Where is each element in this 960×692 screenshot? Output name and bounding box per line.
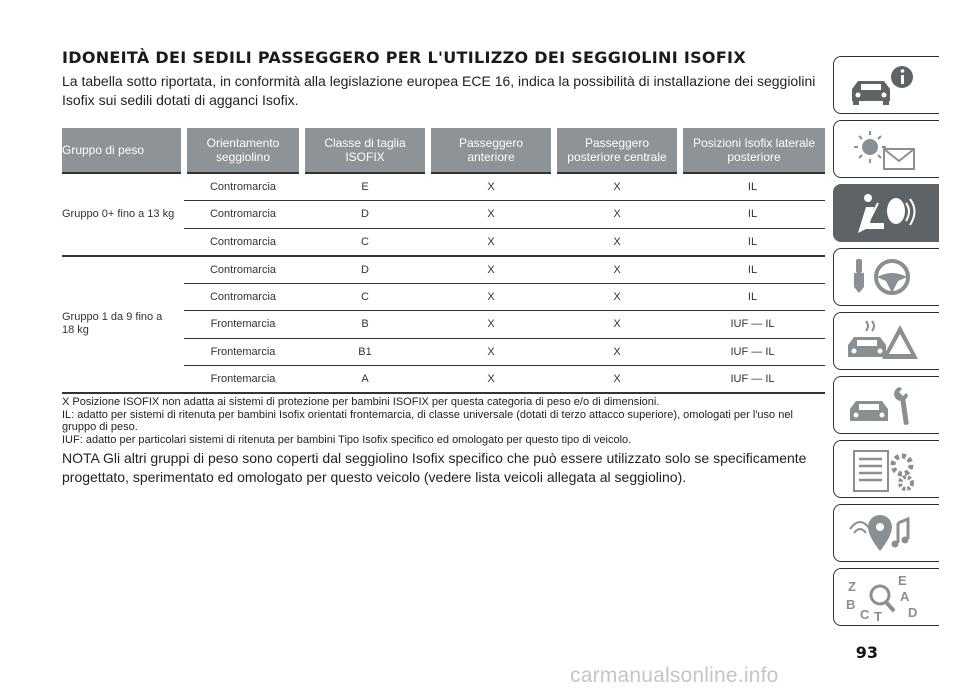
cell-front: X (428, 366, 554, 394)
group-label: Gruppo 1 da 9 fino a 18 kg (62, 256, 184, 394)
cell-rear-center: X (554, 256, 680, 284)
cell-rear-lateral: IL (680, 256, 825, 284)
isofix-table (62, 128, 825, 394)
seat-airbag-icon (844, 189, 924, 239)
cell-rear-center: X (554, 283, 680, 311)
cell-size-class: C (302, 228, 428, 256)
cell-orientation: Contromarcia (184, 173, 302, 201)
tab-multimedia[interactable] (833, 504, 939, 562)
page-title: IDONEITÀ DEI SEDILI PASSEGGERO PER L'UTILIZZO DEI SEGGIOLINI ISOFIX (62, 48, 746, 67)
cell-orientation: Frontemarcia (184, 338, 302, 366)
car-info-icon (844, 61, 924, 111)
cell-orientation: Contromarcia (184, 256, 302, 284)
cell-rear-lateral: IUF — IL (680, 338, 825, 366)
cell-front: X (428, 283, 554, 311)
cell-rear-center: X (554, 173, 680, 201)
header-orientation: Orientamento seggiolino (184, 128, 302, 173)
header-rear-lateral: Posizioni Isofix laterale posteriore (680, 128, 825, 173)
cell-rear-center: X (554, 338, 680, 366)
tab-technical-data[interactable] (833, 440, 939, 498)
cell-front: X (428, 338, 554, 366)
intro-paragraph: La tabella sotto riportata, in conformità alla legislazione europea ECE 16, indica la possibilità di installazione dei seggiolini Isofix sui sedili dotati di agganci Isofix. (62, 73, 816, 108)
note-nota: NOTA Gli altri gruppi di peso sono coperti dal seggiolino Isofix specifico che può essere utilizzato solo se specificamente progettato, sperimentato ed omologato per questo veicolo (vedere lista veicoli allegata al seggiolino). (62, 450, 807, 485)
cell-size-class: A (302, 366, 428, 394)
tab-safety[interactable] (833, 184, 939, 242)
cell-size-class: D (302, 201, 428, 229)
cell-front: X (428, 173, 554, 201)
index-letter: B (846, 597, 856, 612)
table-row (62, 256, 825, 284)
multimedia-icon (844, 509, 924, 559)
tab-starting-driving[interactable] (833, 248, 939, 306)
note-x: X Posizione ISOFIX non adatta ai sistemi di protezione per bambini ISOFIX per questa categoria di peso e/o di dimensioni. (62, 396, 660, 408)
cell-rear-lateral: IL (680, 201, 825, 229)
table-row (62, 173, 825, 201)
header-weight-group: Gruppo di peso (62, 128, 184, 173)
note-iuf: IUF: adatto per particolari sistemi di ritenuta per bambini Tipo Isofix specifico ed omologato per questo tipo di veicolo. (62, 434, 632, 446)
car-breakdown-icon (844, 317, 924, 367)
cell-rear-lateral: IL (680, 228, 825, 256)
cell-orientation: Contromarcia (184, 201, 302, 229)
group-label: Gruppo 0+ fino a 13 kg (62, 173, 184, 256)
index-icon (844, 573, 924, 623)
cell-front: X (428, 311, 554, 339)
cell-size-class: B (302, 311, 428, 339)
steering-wheel-key-icon (844, 253, 924, 303)
note-il: IL: adatto per sistemi di ritenuta per bambini Isofix orientati frontemarcia, di classe universale (dotati di terzo attacco superiore), omologati per l'uso nel gruppo di peso. (62, 409, 793, 433)
header-size-class: Classe di taglia ISOFIX (302, 128, 428, 173)
header-rear-center: Passeggero posteriore centrale (554, 128, 680, 173)
cell-rear-center: X (554, 228, 680, 256)
tab-maintenance[interactable] (833, 376, 939, 434)
cell-front: X (428, 201, 554, 229)
header-front-passenger: Passeggero anteriore (428, 128, 554, 173)
cell-rear-center: X (554, 366, 680, 394)
table-header-row (62, 128, 825, 173)
cell-rear-lateral: IL (680, 283, 825, 311)
page-number: 93 (855, 643, 878, 662)
cell-size-class: D (302, 256, 428, 284)
technical-data-icon (844, 445, 924, 495)
cell-orientation: Contromarcia (184, 228, 302, 256)
cell-size-class: C (302, 283, 428, 311)
index-letter: A (900, 589, 910, 604)
index-letter: D (908, 605, 918, 620)
cell-rear-center: X (554, 201, 680, 229)
cell-rear-lateral: IUF — IL (680, 366, 825, 394)
cell-size-class: B1 (302, 338, 428, 366)
cell-rear-center: X (554, 311, 680, 339)
tab-warning-lights[interactable] (833, 120, 939, 178)
cell-rear-lateral: IL (680, 173, 825, 201)
cell-front: X (428, 256, 554, 284)
cell-front: X (428, 228, 554, 256)
index-letter: E (898, 573, 907, 588)
tab-emergency[interactable] (833, 312, 939, 370)
index-letter: T (874, 609, 882, 623)
cell-size-class: E (302, 173, 428, 201)
index-letter: C (860, 607, 870, 622)
warning-lights-icon (844, 125, 924, 175)
cell-orientation: Frontemarcia (184, 366, 302, 394)
table-notes (62, 396, 825, 488)
tab-vehicle-knowledge[interactable] (833, 56, 939, 114)
tab-index[interactable] (833, 568, 939, 626)
cell-orientation: Contromarcia (184, 283, 302, 311)
cell-orientation: Frontemarcia (184, 311, 302, 339)
cell-rear-lateral: IUF — IL (680, 311, 825, 339)
car-maintenance-icon (844, 381, 924, 431)
index-letter: Z (848, 579, 856, 594)
watermark: carmanualsonline.info (570, 664, 779, 687)
